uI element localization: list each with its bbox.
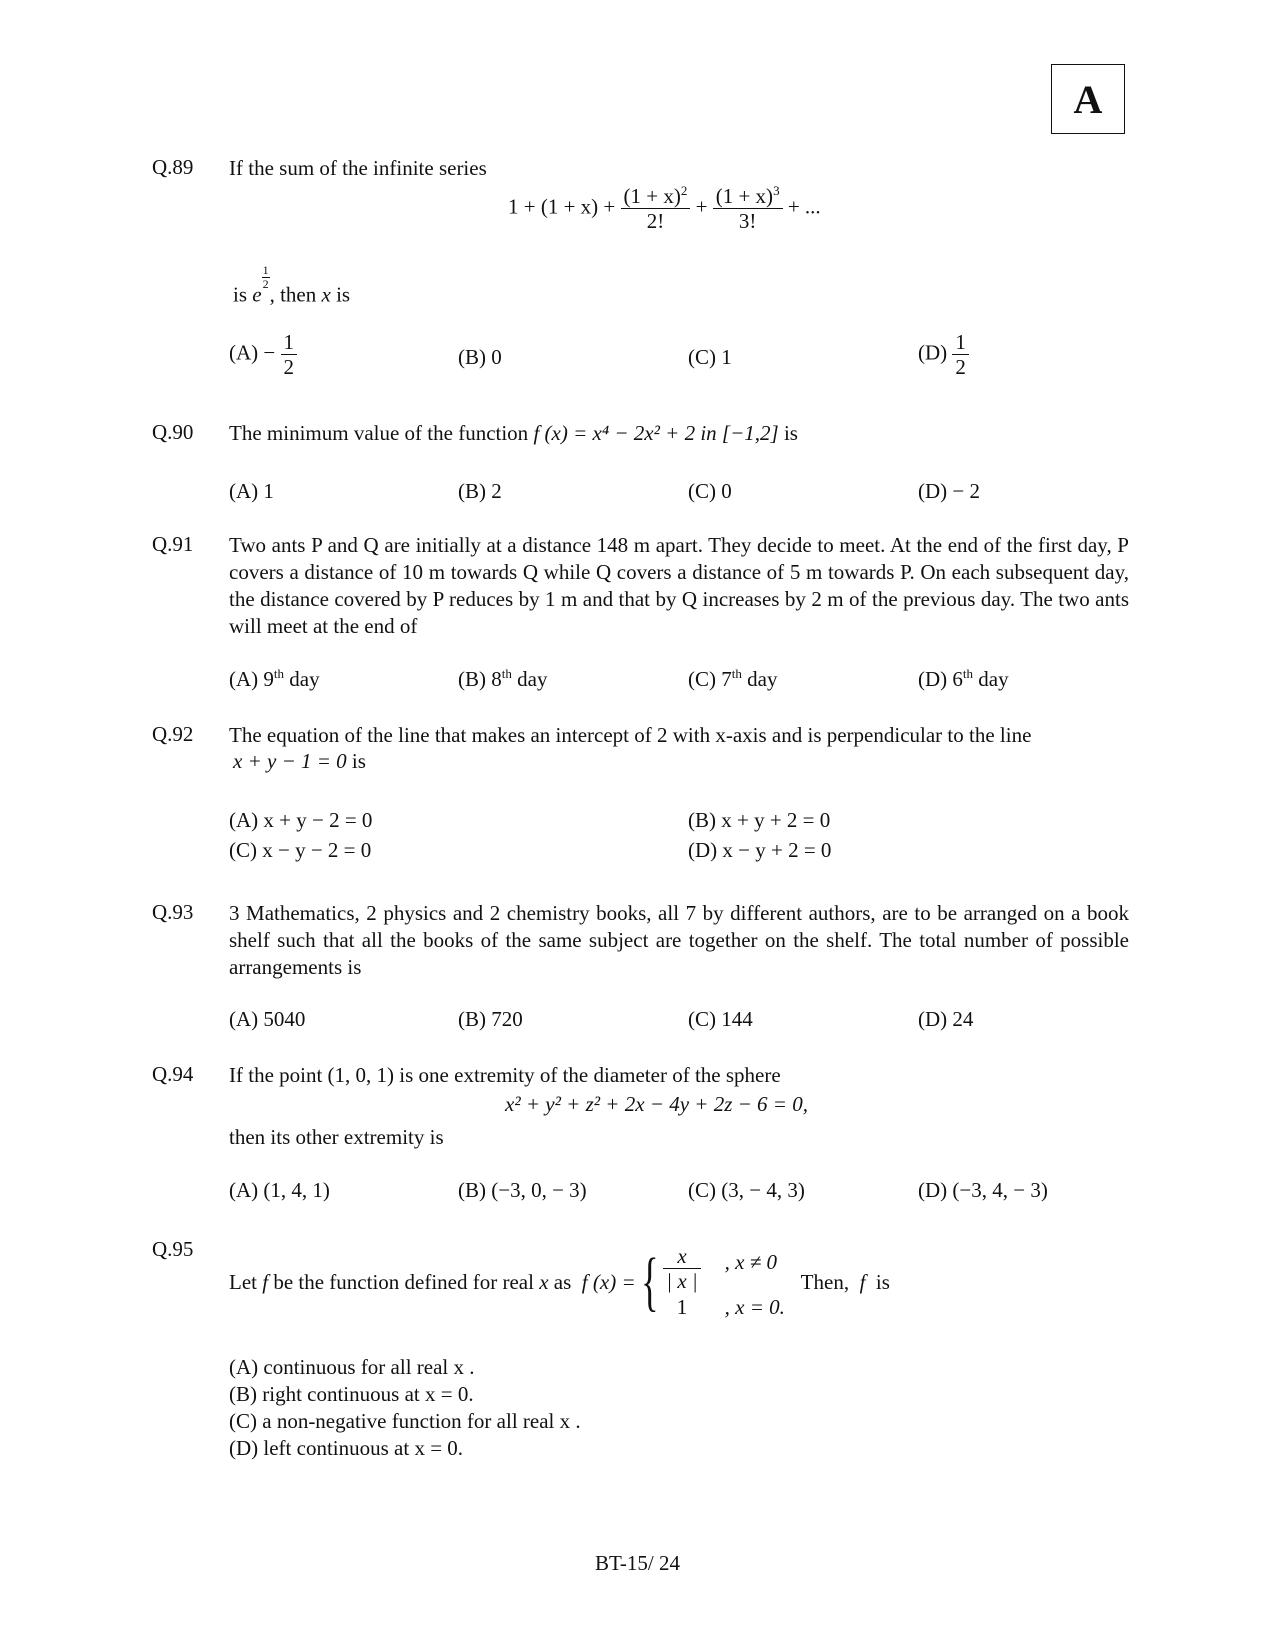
q95-brace: {	[640, 1245, 659, 1318]
q93-option-d: (D) 24	[918, 1007, 974, 1031]
q90-text-end: is	[778, 421, 798, 445]
q93-number: Q.93	[152, 900, 194, 924]
q94-number: Q.94	[152, 1062, 194, 1086]
q91-number: Q.91	[152, 532, 194, 556]
q92-number: Q.92	[152, 722, 194, 746]
q89-option-a-num: 1	[281, 330, 298, 355]
q91-option-c-day: day	[741, 667, 778, 691]
q90-function: f (x) = x⁴ − 2x² + 2 in [−1,2]	[533, 421, 779, 445]
q93-text: 3 Mathematics, 2 physics and 2 chemistry books, all 7 by different authors, are to be arranged on a book shelf such that all the books of the same subject are together on the shelf. The total number of possible arrangements is	[229, 901, 1129, 979]
q89-series-frac1	[621, 184, 691, 233]
q89-is-end: is	[330, 282, 351, 307]
q89-option-a	[229, 330, 297, 379]
q89-number: Q.89	[152, 155, 194, 179]
q89-x-var: x	[321, 282, 331, 307]
q90-number: Q.90	[152, 420, 194, 444]
q89-e-exp-den: 2	[262, 276, 269, 291]
q95-then: Then,	[800, 1269, 850, 1294]
q89-e-exp-num: 1	[262, 263, 269, 277]
q94-option-a: (A) (1, 4, 1)	[229, 1178, 330, 1202]
q89-option-d-prefix: (D)	[918, 340, 948, 365]
q89-series-start: 1 + (1 + x) +	[508, 194, 621, 219]
q92-option-d: (D) x − y + 2 = 0	[688, 838, 832, 862]
q95-case1-den: | x |	[666, 1269, 698, 1293]
q89-option-d-num: 1	[952, 330, 969, 355]
q91-option-a	[229, 667, 320, 692]
q89-series-frac2	[713, 184, 783, 233]
q95-case1-value	[663, 1244, 700, 1293]
q94-sphere-equation: x² + y² + z² + 2x − 4y + 2z − 6 = 0,	[505, 1092, 808, 1116]
q94-option-c: (C) (3, − 4, 3)	[688, 1178, 805, 1202]
q95-then-f: f	[859, 1269, 866, 1294]
q89-option-a-den: 2	[283, 355, 294, 380]
q95-option-b: (B) right continuous at x = 0.	[229, 1382, 474, 1406]
q95-case2-cond: , x = 0.	[724, 1295, 785, 1320]
q89-e-exponent	[262, 264, 270, 290]
q91-option-d-label: (D) 6	[918, 667, 963, 691]
q89-series-end: + ...	[787, 194, 821, 219]
q89-text: If the sum of the infinite series	[229, 156, 487, 180]
q89-series-den1: 2!	[646, 209, 665, 234]
q95-option-c: (C) a non-negative function for all real x .	[229, 1409, 581, 1433]
q92-option-a: (A) x + y − 2 = 0	[229, 808, 373, 832]
q95-option-d: (D) left continuous at x = 0.	[229, 1436, 464, 1460]
q91-option-d-day: day	[973, 667, 1009, 691]
q90-option-a: (A) 1	[229, 479, 274, 503]
q92-text: The equation of the line that makes an intercept of 2 with x-axis and is perpendicular to the line	[229, 723, 1032, 747]
q95-number: Q.95	[152, 1237, 194, 1261]
q93-option-c: (C) 144	[688, 1007, 753, 1031]
q89-series-exp1: 2	[680, 183, 688, 198]
q95-func-lhs: f (x) =	[581, 1269, 636, 1294]
q90-option-b: (B) 2	[458, 479, 502, 503]
q91-option-c-th: th	[731, 666, 742, 681]
q90-option-c: (C) 0	[688, 479, 732, 503]
q93-option-b: (B) 720	[458, 1007, 523, 1031]
q91-option-a-label: (A) 9	[229, 667, 274, 691]
q95-f-var: f	[262, 1269, 269, 1294]
q89-option-d	[918, 330, 969, 379]
q89-series	[508, 184, 821, 233]
q89-is-prefix: is	[233, 282, 253, 307]
q95-text-as: as	[553, 1269, 572, 1294]
q89-series-num2: (1 + x)	[715, 184, 774, 208]
q89-series-num1: (1 + x)	[623, 184, 681, 208]
q95-piecewise	[636, 1244, 785, 1320]
q92-line-equation	[233, 749, 366, 774]
q89-is-suffix: , then	[269, 282, 322, 307]
q91-option-b-day: day	[511, 667, 548, 691]
paper-code-box	[1051, 64, 1125, 134]
q90-text	[229, 420, 1129, 447]
q91-option-b-th: th	[501, 666, 512, 681]
q90-option-d: (D) − 2	[918, 479, 980, 503]
q92-option-c: (C) x − y − 2 = 0	[229, 838, 372, 862]
q89-series-exp2: 3	[773, 183, 780, 198]
q94-option-b: (B) (−3, 0, − 3)	[458, 1178, 587, 1202]
q92-line-eq: x + y − 1 = 0	[233, 749, 347, 773]
q94-option-d: (D) (−3, 4, − 3)	[918, 1178, 1048, 1202]
q94-text2: then its other extremity is	[229, 1125, 444, 1149]
q95-then-is: is	[875, 1269, 890, 1294]
q94-text: If the point (1, 0, 1) is one extremity of the diameter of the sphere	[229, 1063, 781, 1087]
q91-option-d	[918, 667, 1009, 692]
q89-plus: +	[695, 194, 713, 219]
q91-option-c	[688, 667, 777, 692]
q95-case2-value: 1	[676, 1295, 688, 1320]
q92-option-b: (B) x + y + 2 = 0	[688, 808, 831, 832]
q89-e-base: e	[252, 282, 262, 307]
q95-statement	[229, 1236, 890, 1328]
q91-option-a-th: th	[273, 666, 285, 681]
paper-code: A	[1073, 76, 1103, 122]
q95-text-mid: be the function defined for real	[273, 1269, 534, 1294]
q95-text-pre: Let	[229, 1269, 257, 1294]
q95-cases	[663, 1244, 785, 1320]
q95-case1-cond: , x ≠ 0	[724, 1249, 778, 1274]
q91-text: Two ants P and Q are initially at a distance 148 m apart. They decide to meet. At the end of the first day, P covers a distance of 10 m towards Q while Q covers a distance of 5 m towards P. On each subsequent day, the distance covered by P reduces by 1 m and that by Q increases by 2 m of the previous day. The two ants will meet at the end of	[229, 533, 1129, 638]
q89-series-den2: 3!	[738, 209, 757, 234]
q95-x-var: x	[539, 1269, 549, 1294]
q89-option-d-den: 2	[955, 355, 966, 380]
q91-option-b	[458, 667, 547, 692]
q89-condition	[233, 264, 350, 308]
q90-text-lead: The minimum value of the function	[229, 421, 534, 445]
q89-option-b: (B) 0	[458, 345, 502, 369]
q89-option-a-prefix: (A) −	[229, 340, 276, 365]
q91-option-b-label: (B) 8	[458, 667, 502, 691]
page-footer: BT-15/ 24	[595, 1551, 680, 1575]
q89-option-c: (C) 1	[688, 345, 732, 369]
q93-option-a: (A) 5040	[229, 1007, 306, 1031]
q95-option-a: (A) continuous for all real x .	[229, 1355, 475, 1379]
q95-case1-num: x	[663, 1244, 700, 1269]
q91-option-d-th: th	[962, 666, 974, 681]
q92-line-end: is	[346, 749, 366, 773]
q91-option-c-label: (C) 7	[688, 667, 732, 691]
q91-option-a-day: day	[284, 667, 320, 691]
